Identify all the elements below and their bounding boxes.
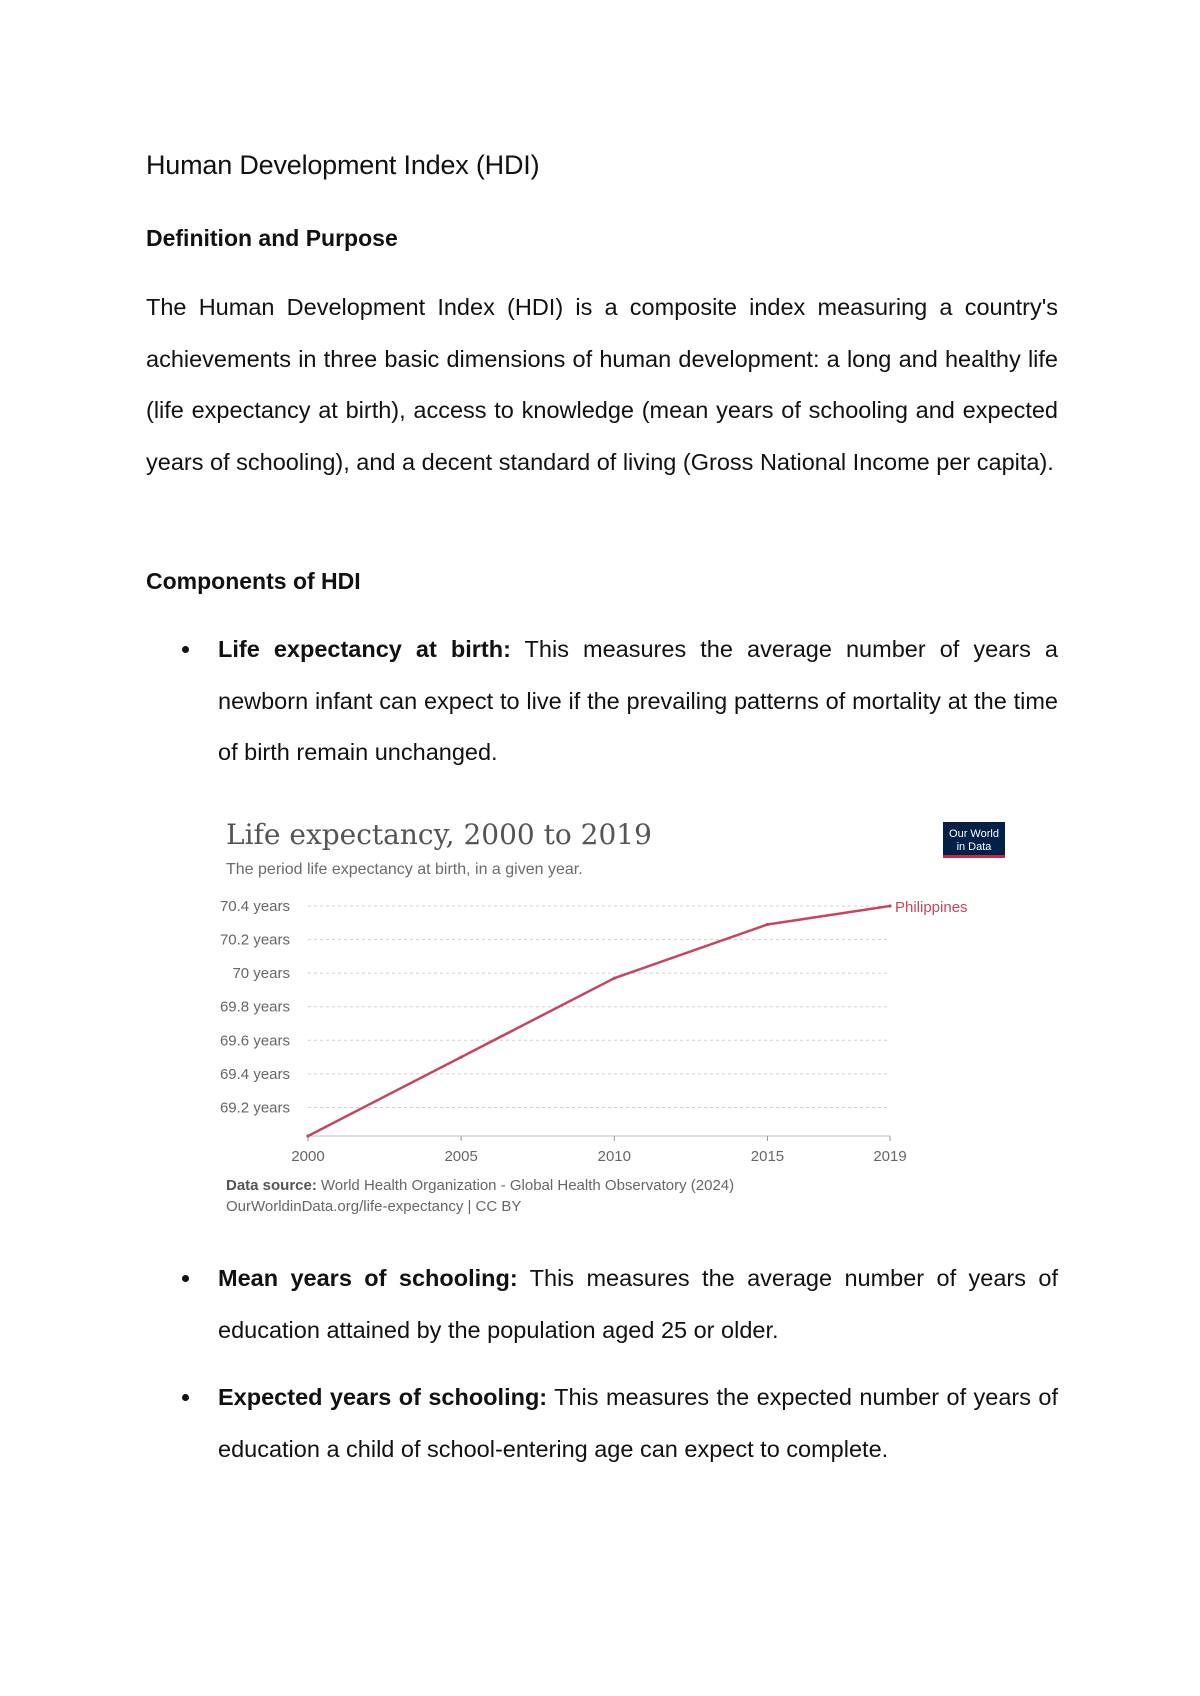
series-line-philippines [308,906,890,1136]
y-tick-label: 69.2 years [219,1099,290,1117]
list-item-term: Expected years of schooling: [218,1384,548,1410]
x-tick-label: 2010 [597,1148,632,1165]
list-item-text [146,624,1058,779]
bullet-icon [182,1275,189,1282]
y-tick-label: 69.4 years [219,1065,290,1083]
section-heading-components: Components of HDI [146,568,361,594]
x-tick-label: 2019 [873,1148,907,1165]
intro-paragraph: The Human Development Index (HDI) is a composite index measuring a country's achievements in three basic dimensions of human development: a long and healthy life (life expectancy at birth), access to knowledge (mean years of schooling and expected years of schooling), and a decent standard of living (Gross National Income per capita). [146,294,1058,475]
logo-text-line-1: Our World [949,828,999,840]
source-text: World Health Organization - Global Health Observatory (2024) [320,1177,735,1194]
list-item-term: Life expectancy at birth: [218,636,511,662]
source-label: Data source: [226,1177,317,1194]
list-item-text [146,1253,1058,1356]
bullet-icon [182,646,189,653]
y-tick-label: 70.2 years [219,931,290,949]
y-tick-label: 70.4 years [219,898,290,915]
y-tick-label: 70 years [232,965,290,983]
list-item-term: Mean years of schooling: [218,1265,518,1291]
list-item [146,1253,1058,1356]
data-point [613,977,616,980]
x-tick-label: 2005 [444,1148,478,1165]
data-point [306,1134,309,1137]
chart-subtitle: The period life expectancy at birth, in a given year. [226,861,583,878]
section-heading-definition: Definition and Purpose [146,225,398,251]
series-label: Philippines [895,899,968,916]
x-tick-label: 2015 [750,1148,785,1165]
list-item [146,624,1058,779]
document-title: Human Development Index (HDI) [146,150,540,180]
list-item [146,1372,1058,1475]
y-tick-label: 69.6 years [219,1032,290,1050]
y-tick-label: 69.8 years [219,998,290,1016]
chart-x-ticks [291,1136,906,1165]
x-tick-label: 2000 [291,1148,325,1165]
chart-y-ticks [220,898,290,1116]
list-item-description: This measures the average number of years a newborn infant can expect to live if the prevailing patterns of mortality at the time of birth remain unchanged. [218,636,1058,765]
chart-title: Life expectancy, 2000 to 2019 [226,818,652,851]
data-point [766,923,769,926]
logo-accent-bar [943,855,1005,858]
owid-logo [943,822,1005,858]
life-expectancy-chart [218,806,1008,1226]
data-point [888,904,891,907]
chart-url: OurWorldinData.org/life-expectancy | CC BY [226,1198,522,1215]
bullet-icon [182,1394,189,1401]
chart-gridlines [308,906,890,1107]
list-item-description: This measures the expected number of years of education a child of school-entering age can expect to complete. [218,1384,1058,1462]
list-item-description: This measures the average number of years of education attained by the population aged 25 or older. [218,1265,1058,1343]
data-point [460,1055,463,1058]
list-item-text [146,1372,1058,1475]
chart-series [306,899,967,1138]
logo-text-line-2: in Data [956,841,992,853]
chart-source [226,1177,734,1194]
